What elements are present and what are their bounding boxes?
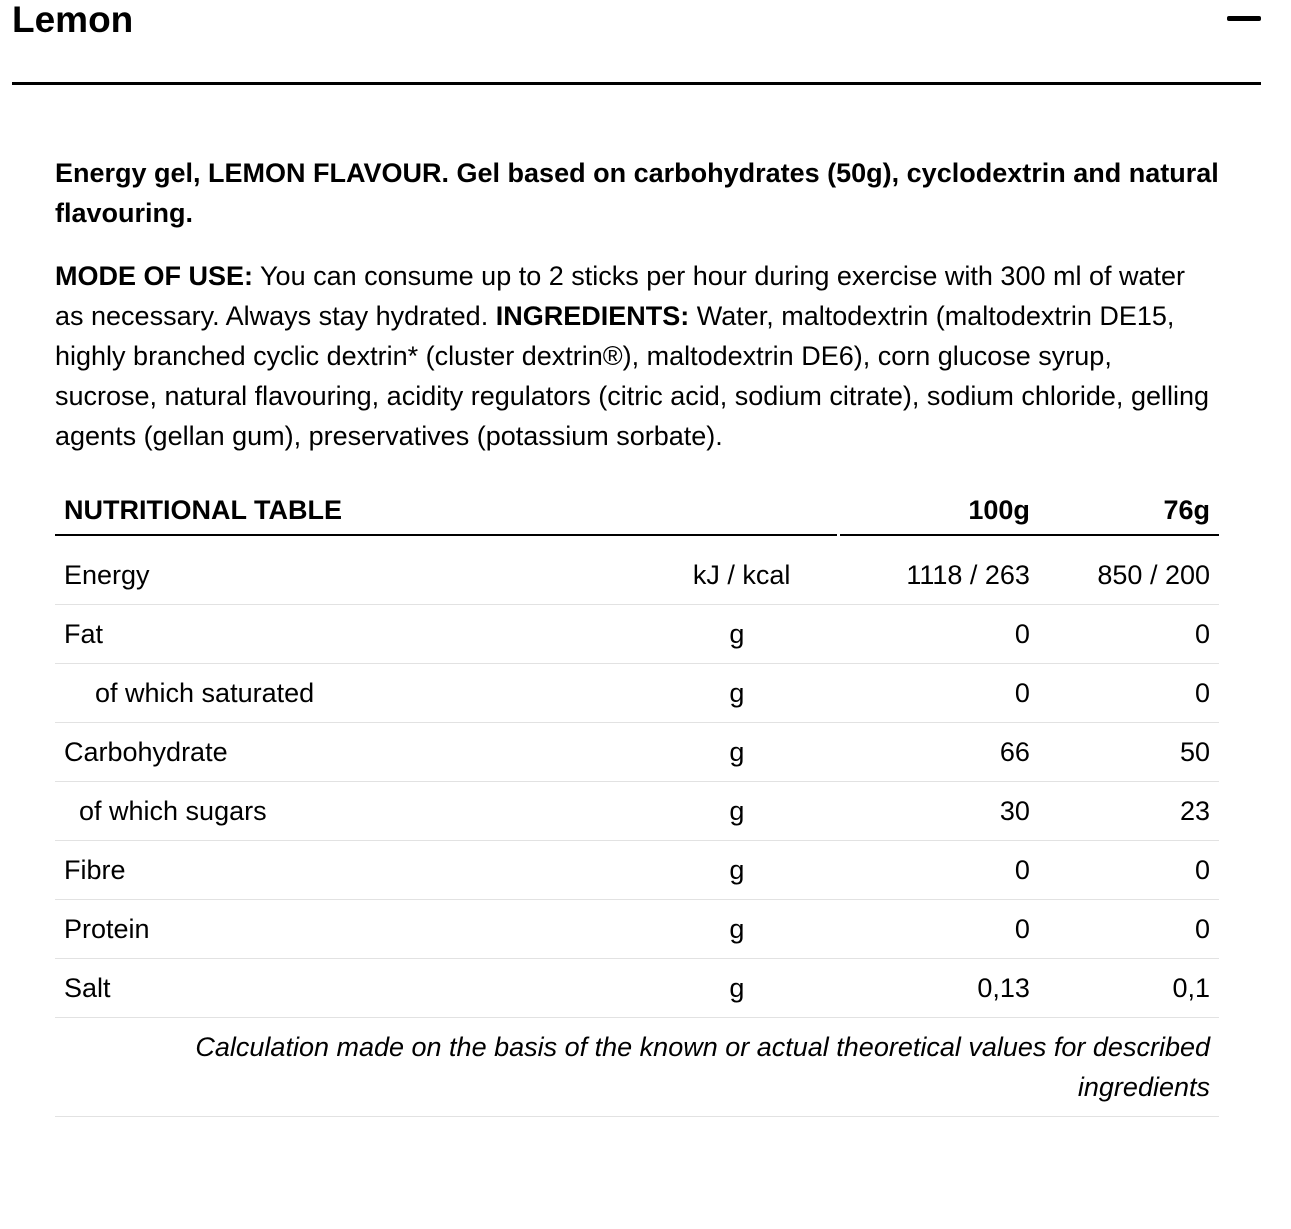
accordion-title: Lemon <box>12 0 134 40</box>
mode-of-use-text: You can consume up to 2 sticks per hour during exercise with 300 ml of water as necessary. Always stay hydrated. <box>55 261 1186 331</box>
value-per-76g: 50 <box>1039 723 1219 782</box>
table-row <box>55 900 1219 959</box>
nutrient-unit: g <box>551 959 838 1018</box>
value-per-76g: 0 <box>1039 664 1219 723</box>
value-per-100g: 30 <box>838 782 1039 841</box>
nutrient-unit: g <box>551 723 838 782</box>
table-row <box>55 546 1219 605</box>
nutrient-name: Carbohydrate <box>55 723 551 782</box>
value-per-100g: 0 <box>838 605 1039 664</box>
ingredients-text: Water, maltodextrin (maltodextrin DE15, highly branched cyclic dextrin* (cluster dextrin®), maltodextrin DE6), corn glucose syrup, sucrose, natural flavouring, acidity regulators (citric acid, sodium citrate), sodium chloride, gelling agents (gellan gum), preservatives (potassium sorbate). <box>55 301 1209 451</box>
nutrient-name: Energy <box>55 546 551 605</box>
header-spacer <box>55 535 1219 546</box>
col-header-100g: 100g <box>838 487 1039 535</box>
table-row <box>55 723 1219 782</box>
nutrient-name: of which saturated <box>55 664 551 723</box>
table-row <box>55 605 1219 664</box>
value-per-100g: 0 <box>838 664 1039 723</box>
nutrient-unit: g <box>551 841 838 900</box>
nutrient-name: Protein <box>55 900 551 959</box>
col-header-76g: 76g <box>1039 487 1219 535</box>
value-per-76g: 0,1 <box>1039 959 1219 1018</box>
nutrient-name: Fibre <box>55 841 551 900</box>
nutrient-name: of which sugars <box>55 782 551 841</box>
value-per-100g: 0 <box>838 900 1039 959</box>
nutrition-table-title: NUTRITIONAL TABLE <box>55 487 838 535</box>
footnote-row <box>55 1018 1219 1117</box>
nutrient-unit: g <box>551 782 838 841</box>
nutrition-footnote: Calculation made on the basis of the known or actual theoretical values for described ingredients <box>55 1018 1219 1117</box>
value-per-100g: 0,13 <box>838 959 1039 1018</box>
table-row <box>55 959 1219 1018</box>
value-per-76g: 0 <box>1039 900 1219 959</box>
usage-and-ingredients <box>55 256 1219 456</box>
nutrient-unit: g <box>551 664 838 723</box>
nutrient-name: Salt <box>55 959 551 1018</box>
product-details <box>55 153 1219 456</box>
minus-icon[interactable] <box>1227 11 1261 27</box>
product-description: Energy gel, LEMON FLAVOUR. Gel based on carbohydrates (50g), cyclodextrin and natural flavouring. <box>55 158 1219 228</box>
nutrition-table <box>55 487 1219 1117</box>
nutrient-name: Fat <box>55 605 551 664</box>
nutrition-header-row <box>55 487 1219 535</box>
nutrient-unit: g <box>551 900 838 959</box>
minus-icon-bar <box>1227 16 1261 21</box>
table-row <box>55 782 1219 841</box>
value-per-100g: 0 <box>838 841 1039 900</box>
value-per-76g: 850 / 200 <box>1039 546 1219 605</box>
value-per-76g: 23 <box>1039 782 1219 841</box>
table-row <box>55 841 1219 900</box>
value-per-100g: 66 <box>838 723 1039 782</box>
nutrient-unit: kJ / kcal <box>551 546 838 605</box>
nutrient-unit: g <box>551 605 838 664</box>
table-row <box>55 664 1219 723</box>
value-per-76g: 0 <box>1039 841 1219 900</box>
value-per-76g: 0 <box>1039 605 1219 664</box>
mode-of-use-label: MODE OF USE: <box>55 261 254 291</box>
accordion-header[interactable] <box>12 0 1261 85</box>
value-per-100g: 1118 / 263 <box>838 546 1039 605</box>
ingredients-label: INGREDIENTS: <box>495 301 690 331</box>
